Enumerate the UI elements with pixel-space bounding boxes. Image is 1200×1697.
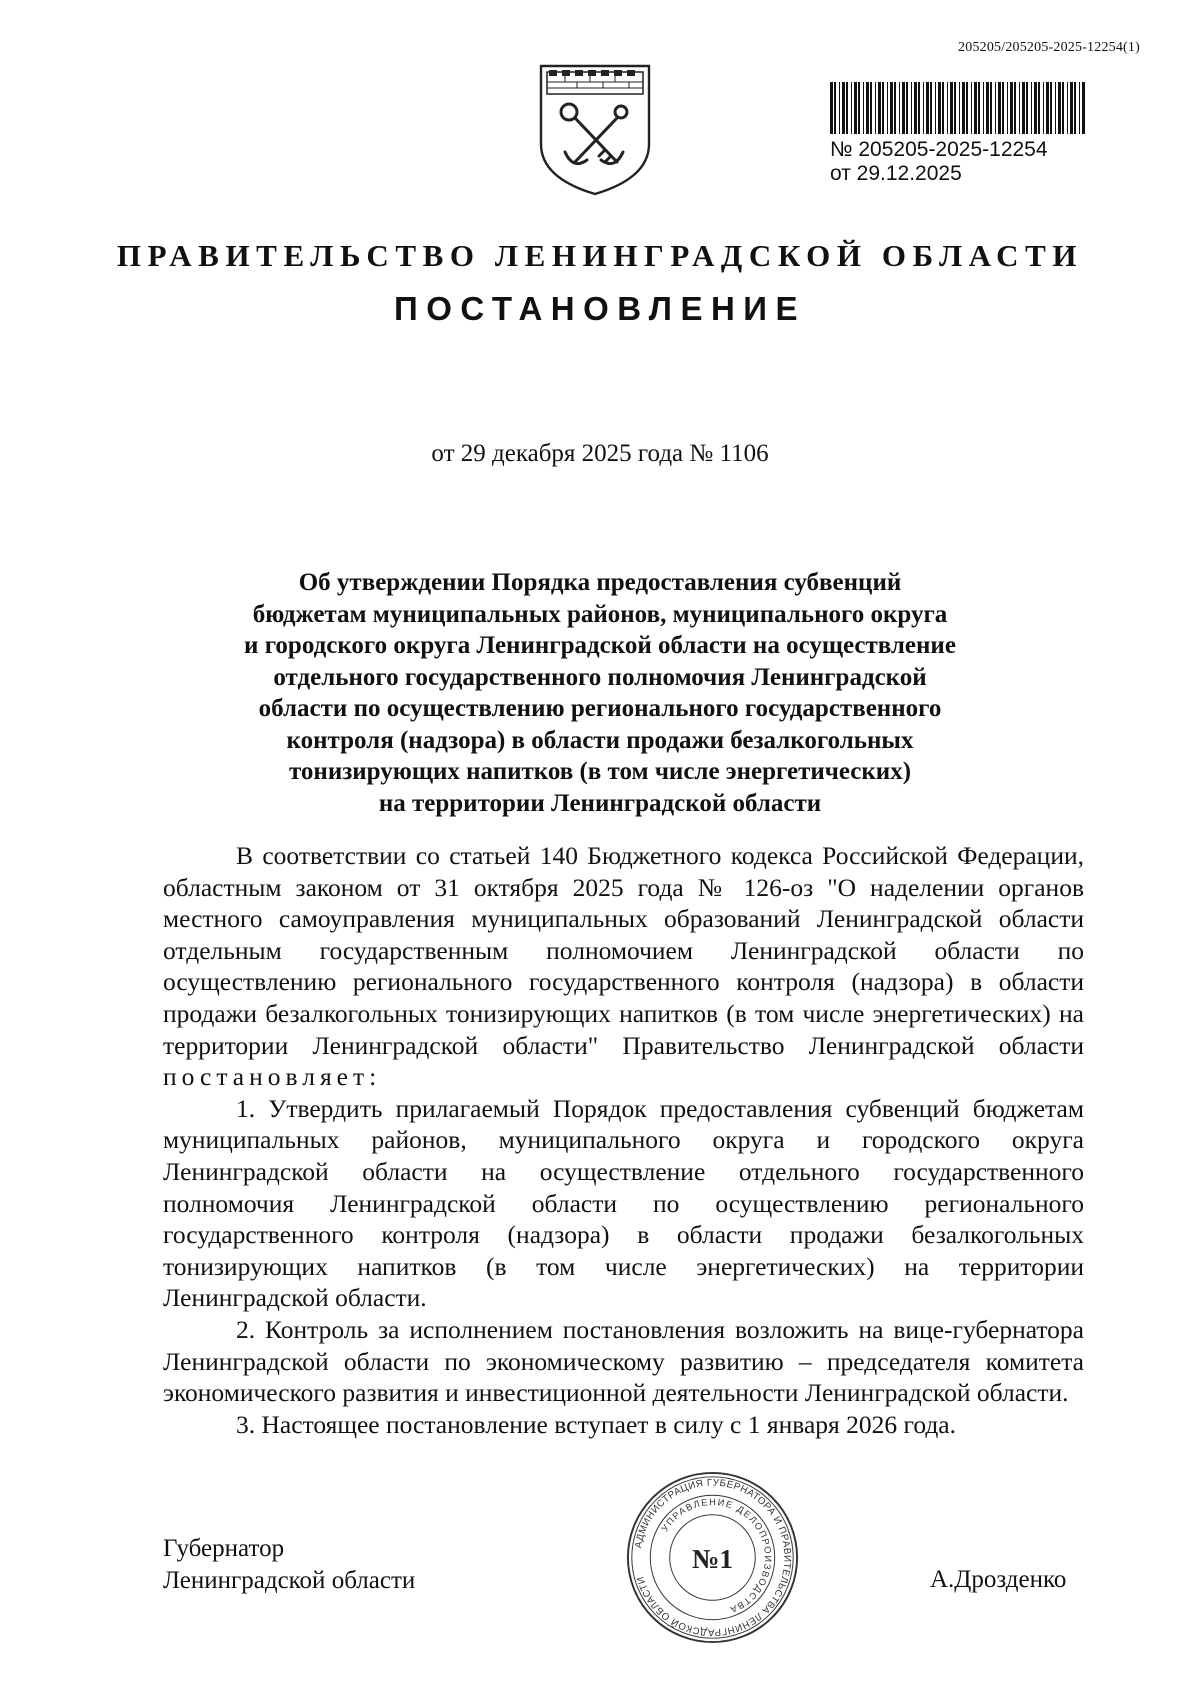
barcode-bar — [1034, 82, 1037, 134]
barcode-bar — [906, 82, 908, 134]
barcode-bar — [966, 82, 968, 134]
barcode-bar — [1046, 82, 1049, 134]
barcode-bar — [998, 82, 1001, 134]
barcode-bar — [1022, 82, 1025, 134]
barcode-bar — [875, 82, 876, 134]
barcode-icon — [830, 82, 1086, 134]
barcode-bar — [870, 82, 872, 134]
barcode-bar — [978, 82, 980, 134]
signatory-name: А.Дрозденко — [930, 1566, 1067, 1593]
barcode-bar — [995, 82, 996, 134]
barcode-bar — [863, 82, 864, 134]
coat-of-arms-icon — [535, 60, 655, 198]
barcode-bar — [1002, 82, 1004, 134]
title-line: бюджетам муниципальных районов, муниципального округа — [252, 600, 948, 628]
barcode-bar — [962, 82, 965, 134]
barcode-bar — [1010, 82, 1013, 134]
registration-number: № 205205-2025-12254 — [830, 138, 1048, 161]
seal-ring-text: АДМИНИСТРАЦИЯ ГУБЕРНАТОРА И ПРАВИТЕЛЬСТВА ЛЕНИНГРАДСКОЙ ОБЛАСТИ — [633, 1477, 793, 1638]
registration-date: от 29.12.2025 — [830, 162, 962, 185]
barcode-bar — [882, 82, 884, 134]
title-line: Об утверждении Порядка предоставления субвенций — [298, 569, 902, 596]
barcode-bar — [1014, 82, 1016, 134]
barcode-bar — [839, 82, 840, 134]
barcode-bar — [959, 82, 960, 134]
barcode-bar — [890, 82, 893, 134]
barcode-bar — [1067, 82, 1068, 134]
signatory-role-line: Ленинградской области — [163, 1567, 416, 1594]
barcode-bar — [1031, 82, 1032, 134]
barcode-bar — [894, 82, 896, 134]
barcode-bar — [942, 82, 944, 134]
signatory-role — [163, 1533, 415, 1597]
item-paragraph-1: 1. Утвердить прилагаемый Порядок предоставления субвенций бюджетам муниципальных районов, муниципального округа и городского округа Ленинградской области на осуществление отдельного государственного полномочия Ленинградской области по осуществлению регионального государственного контроля (надзора) в области продажи безалкогольных тонизирующих напитков (в том числе энергетических) на территории Ленинградской области. — [163, 1093, 1084, 1313]
barcode-bar — [930, 82, 932, 134]
item-paragraph-2: 2. Контроль за исполнением постановления возложить на вице-губернатора Ленинградской области по экономическому развитию – председателя комитета экономического развития и инвестиционной деятельности Ленинградской области. — [163, 1314, 1084, 1408]
barcode-bar — [866, 82, 869, 134]
barcode-bar — [947, 82, 948, 134]
preamble-text: В соответствии со статьей 140 Бюджетного кодекса Российской Федерации, областным законом от 31 октября 2025 года № 126-оз "О наделении органов местного самоуправления муниципальных образований Ленинградской области отдельным государственным полномочием Ленинградской области по осуществлению регионального государственного контроля (надзора) в области продажи безалкогольных тонизирующих напитков (в том числе энергетических) на территории Ленинградской области" Правительство Ленинградской области — [163, 841, 1084, 1060]
barcode-bar — [851, 82, 852, 134]
registration-block — [830, 82, 1090, 186]
barcode-bar — [887, 82, 888, 134]
barcode-bar — [983, 82, 984, 134]
preamble-paragraph — [163, 840, 1084, 1093]
barcode-bar — [974, 82, 977, 134]
barcode-bar — [1019, 82, 1020, 134]
title-line: на территории Ленинградской области — [378, 789, 822, 817]
barcode-bar — [1079, 82, 1080, 134]
barcode-bar — [854, 82, 857, 134]
title-line: контроля (надзора) в области продажи безалкогольных — [286, 726, 914, 754]
barcode-bar — [954, 82, 956, 134]
barcode-bar — [1062, 82, 1064, 134]
title-line: и городского округа Ленинградской области на осуществление — [244, 632, 956, 659]
title-line: тонизирующих напитков (в том числе энергетических) — [288, 758, 912, 785]
authority-heading: ПРАВИТЕЛЬСТВО ЛЕНИНГРАДСКОЙ ОБЛАСТИ — [116, 238, 1084, 273]
barcode-bar — [858, 82, 860, 134]
barcode-bar — [918, 82, 920, 134]
barcode-bar — [935, 82, 936, 134]
barcode-bar — [1007, 82, 1008, 134]
title-line: отдельного государственного полномочия Ленинградской — [273, 663, 927, 691]
barcode-bar — [926, 82, 929, 134]
barcode-bar — [899, 82, 900, 134]
barcode-bar — [878, 82, 881, 134]
seal-inner-text: УПРАВЛЕНИЕ ДЕЛОПРОИЗВОДСТВА — [659, 1496, 774, 1616]
title-line: области по осуществлению регионального государственного — [258, 695, 942, 722]
barcode-bar — [1082, 82, 1085, 134]
barcode-bar — [914, 82, 917, 134]
barcode-bar — [1070, 82, 1073, 134]
barcode-bar — [990, 82, 992, 134]
barcode-bar — [834, 82, 836, 134]
barcode-bar — [902, 82, 905, 134]
barcode-bar — [971, 82, 972, 134]
signatory-role-line: Губернатор — [163, 1535, 285, 1562]
item-paragraph-3: 3. Настоящее постановление вступает в силу с 1 января 2026 года. — [236, 1409, 957, 1439]
document-body — [163, 840, 1084, 1440]
official-seal-icon — [625, 1470, 800, 1645]
barcode-bar — [986, 82, 989, 134]
seal-number: №1 — [692, 1544, 733, 1575]
barcode-bar — [1058, 82, 1061, 134]
barcode-bar — [1050, 82, 1052, 134]
barcode-bar — [1038, 82, 1040, 134]
barcode-bar — [938, 82, 941, 134]
decree-word: постановляет: — [163, 1062, 382, 1092]
barcode-bar — [1055, 82, 1056, 134]
document-type-heading: ПОСТАНОВЛЕНИЕ — [393, 290, 807, 327]
barcode-bar — [846, 82, 848, 134]
barcode-bar — [950, 82, 953, 134]
barcode-bar — [923, 82, 924, 134]
barcode-bar — [842, 82, 845, 134]
barcode-bar — [1026, 82, 1028, 134]
barcode-bar — [830, 82, 833, 134]
document-title — [200, 567, 1000, 819]
document-date-number: от 29 декабря 2025 года № 1106 — [431, 440, 769, 467]
reference-code: 205205/205205-2025-12254(1) — [958, 40, 1140, 55]
barcode-bar — [1043, 82, 1044, 134]
barcode-bar — [911, 82, 912, 134]
barcode-bar — [1074, 82, 1076, 134]
